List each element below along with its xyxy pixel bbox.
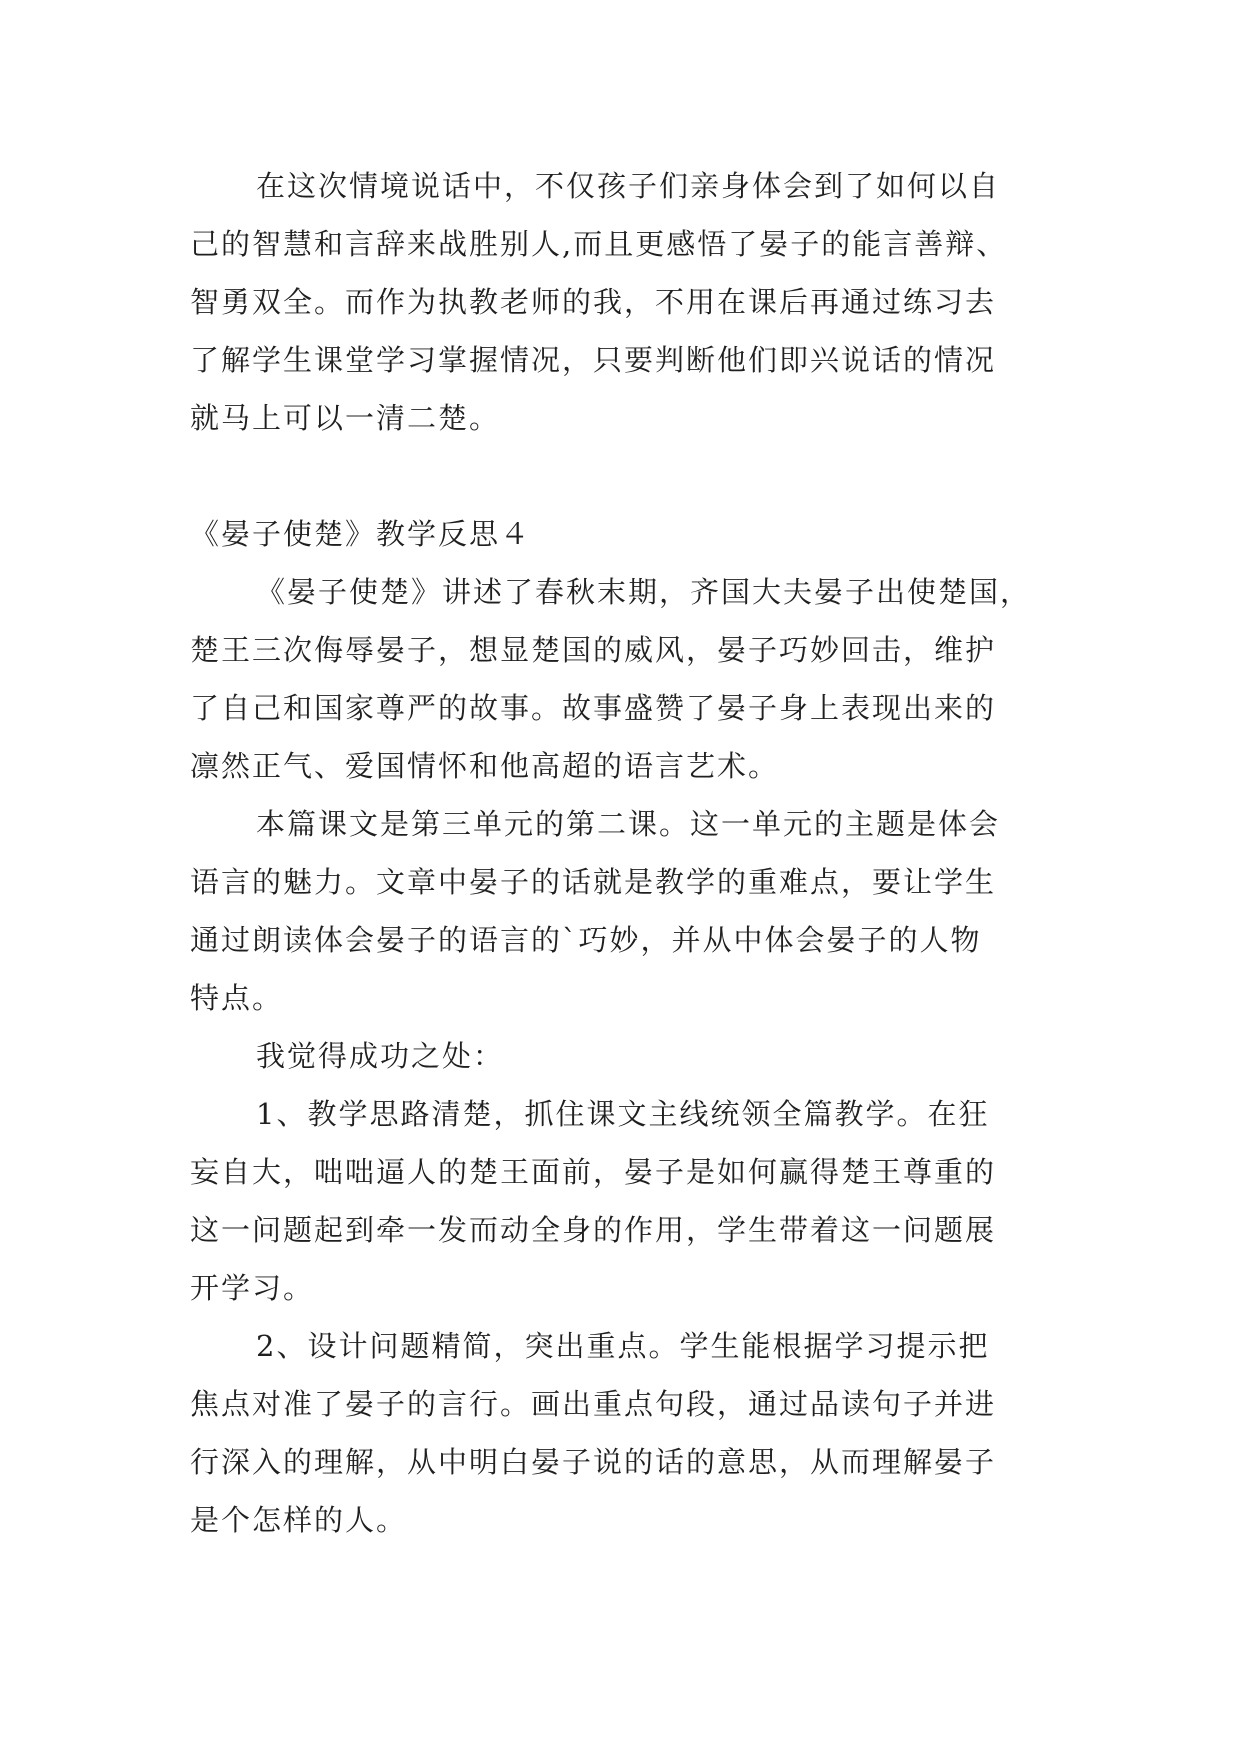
text-line: 特点。 <box>190 981 284 1015</box>
text-line: 焦点对准了晏子的言行。画出重点句段，通过品读句子并进 <box>190 1387 997 1421</box>
text-line: 《晏子使楚》讲述了春秋末期，齐国大夫晏子出使楚国， <box>256 575 1032 609</box>
text-line: 在这次情境说话中，不仅孩子们亲身体会到了如何以自 <box>256 169 1001 203</box>
text-line: 了自己和国家尊严的故事。故事盛赞了晏子身上表现出来的 <box>190 691 997 725</box>
text-line: 智勇双全。而作为执教老师的我，不用在课后再通过练习去 <box>190 285 997 319</box>
paragraph-success-intro <box>190 1027 1090 1085</box>
text-line: 1、教学思路清楚，抓住课文主线统领全篇教学。在狂 <box>256 1097 990 1131</box>
text-line: 我觉得成功之处： <box>256 1039 505 1073</box>
text-line: 己的智慧和言辞来战胜别人,而且更感悟了晏子的能言善辩、 <box>190 227 1008 261</box>
paragraph-unit-theme <box>190 795 1090 1027</box>
text-line: 是个怎样的人。 <box>190 1503 408 1537</box>
text-line: 凛然正气、爱国情怀和他高超的语言艺术。 <box>190 749 780 783</box>
text-line: 开学习。 <box>190 1271 315 1305</box>
paragraph-point-2 <box>190 1317 1090 1549</box>
body-text <box>190 563 1090 1549</box>
paragraph-summary <box>190 563 1090 795</box>
text-line: 2、设计问题精简，突出重点。学生能根据学习提示把 <box>256 1329 990 1363</box>
text-line: 楚王三次侮辱晏子，想显楚国的威风，晏子巧妙回击，维护 <box>190 633 997 667</box>
intro-paragraph <box>190 157 1090 447</box>
text-line: 就马上可以一清二楚。 <box>190 401 501 435</box>
text-line: 行深入的理解，从中明白晏子说的话的意思，从而理解晏子 <box>190 1445 997 1479</box>
text-line: 本篇课文是第三单元的第二课。这一单元的主题是体会 <box>256 807 1001 841</box>
section-title: 《晏子使楚》教学反思４ <box>190 517 532 551</box>
text-line: 通过朗读体会晏子的语言的`巧妙，并从中体会晏子的人物 <box>190 923 982 957</box>
text-line: 妄自大，咄咄逼人的楚王面前，晏子是如何赢得楚王尊重的 <box>190 1155 997 1189</box>
paragraph-point-1 <box>190 1085 1090 1317</box>
text-line: 了解学生课堂学习掌握情况，只要判断他们即兴说话的情况 <box>190 343 997 377</box>
text-line: 这一问题起到牵一发而动全身的作用，学生带着这一问题展 <box>190 1213 997 1247</box>
text-line: 语言的魅力。文章中晏子的话就是教学的重难点，要让学生 <box>190 865 997 899</box>
